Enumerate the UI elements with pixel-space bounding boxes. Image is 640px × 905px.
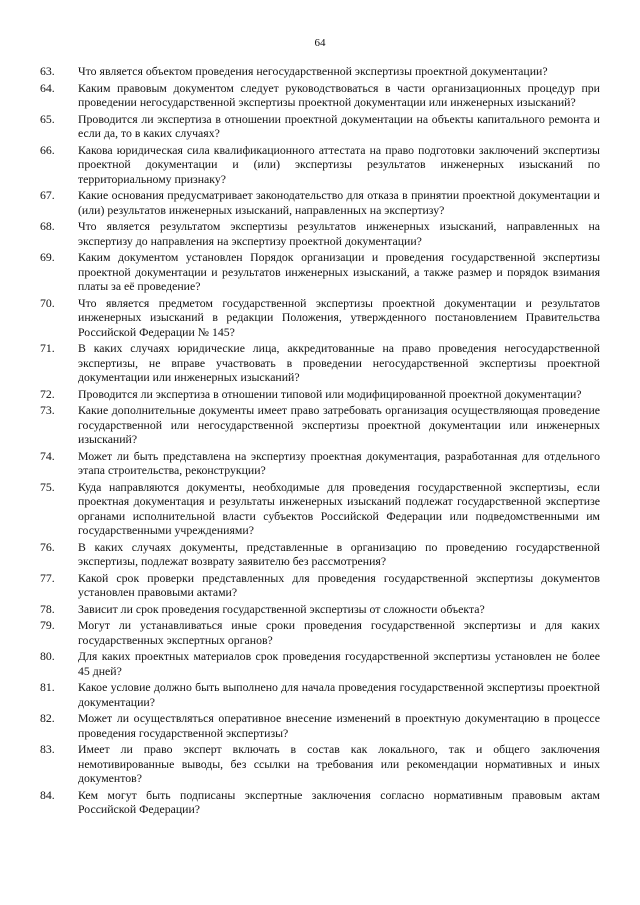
question-number: 70. [40, 295, 55, 310]
question-number: 67. [40, 188, 55, 202]
question-number: 76. [40, 539, 55, 554]
page-number: 64 [314, 37, 326, 49]
question-item [40, 341, 600, 385]
question-text: Проводится ли экспертиза в отношении типовой или модифицированной проектной документации? [78, 386, 582, 401]
question-item [40, 296, 600, 340]
question-item [40, 387, 600, 402]
question-item [40, 480, 600, 538]
question-number: 64. [40, 80, 55, 95]
question-text: Каким правовым документом следует руководствоваться в части организационных процедур при проведении негосударственной экспертизы проектной документации или инженерных изысканий? [78, 80, 600, 109]
question-number: 78. [40, 601, 55, 616]
question-number: 71. [40, 341, 55, 355]
question-number: 63. [40, 64, 55, 78]
question-number: 81. [40, 680, 55, 694]
question-item [40, 219, 600, 248]
question-item [40, 788, 600, 817]
question-number: 68. [40, 219, 55, 233]
question-item [40, 571, 600, 600]
question-number: 82. [40, 711, 55, 725]
question-text: Может ли осуществляться оперативное внесение изменений в проектную документацию в процессе проведения государственной экспертизы? [78, 711, 600, 740]
question-item [40, 540, 600, 569]
question-item [40, 449, 600, 478]
question-list [40, 64, 600, 819]
question-item [40, 188, 600, 217]
question-number: 79. [40, 618, 55, 632]
question-text: В каких случаях юридические лица, аккредитованные на право проведения негосударственной экспертизы, не вправе участвовать в проведении негосударственной экспертизы проектной документации или инженерных изысканий? [78, 341, 600, 384]
question-number: 74. [40, 448, 55, 463]
question-text: Куда направляются документы, необходимые для проведения государственной экспертизы, если проектная документация и результаты инженерных изысканий подлежат государственной экспертизе органами исполнительной власти субъектов Российской Федерации или подведомственными им государственными учреждениями? [78, 479, 600, 537]
question-text: Что является объектом проведения негосударственной экспертизы проектной документации? [78, 64, 548, 78]
question-text: Может ли быть представлена на экспертизу проектная документация, разработанная для отдельного этапа строительства, реконструкции? [78, 448, 600, 477]
question-number: 84. [40, 787, 55, 802]
question-number: 73. [40, 403, 55, 417]
question-number: 77. [40, 570, 55, 585]
question-item [40, 649, 600, 678]
question-number: 69. [40, 250, 55, 264]
question-text: Какова юридическая сила квалификационного аттестата на право подготовки заключений экспертизы проектной документации и (или) экспертизы результатов инженерных изысканий по территориальному признаку? [78, 142, 600, 186]
question-text: Кем могут быть подписаны экспертные заключения согласно нормативным правовым актам Российской Федерации? [78, 787, 600, 816]
question-text: Каким документом установлен Порядок организации и проведения государственной экспертизы проектной документации и результатов инженерных изысканий, а также размер и порядок взимания платы за её проведение? [78, 250, 600, 293]
question-text: Что является результатом экспертизы результатов инженерных изысканий, направленных на экспертизу до направления на экспертизу проектной документации? [78, 219, 600, 248]
question-text: Какой срок проверки представленных для проведения государственной экспертизы документов установлен правовыми актами? [78, 570, 600, 599]
question-item [40, 680, 600, 709]
question-item [40, 250, 600, 294]
question-text: Какие дополнительные документы имеет право затребовать организация осуществляющая проведение государственной или негосударственной экспертизы проектной документации или инженерных изысканий? [78, 403, 600, 446]
question-item [40, 711, 600, 740]
question-text: Какие основания предусматривает законодательство для отказа в принятии проектной документации и (или) результатов инженерных изысканий, направленных на экспертизу? [78, 188, 600, 217]
question-text: Проводится ли экспертиза в отношении проектной документации на объекты капитального ремонта и если да, то в каких случаях? [78, 111, 600, 140]
question-number: 80. [40, 649, 55, 663]
question-item [40, 143, 600, 187]
question-number: 72. [40, 386, 55, 401]
question-item [40, 618, 600, 647]
question-number: 83. [40, 742, 55, 756]
question-text: Зависит ли срок проведения государственной экспертизы от сложности объекта? [78, 601, 485, 616]
question-text: Для каких проектных материалов срок проведения государственной экспертизы установлен не более 45 дней? [78, 649, 600, 678]
question-item [40, 64, 600, 79]
question-text: Что является предметом государственной экспертизы проектной документации и результатов инженерных изысканий в редакции Положения, утвержденного постановлением Правительства Российской Федерации № 145? [78, 295, 600, 339]
question-item [40, 602, 600, 617]
question-number: 66. [40, 142, 55, 157]
question-item [40, 112, 600, 141]
question-number: 65. [40, 111, 55, 126]
question-item [40, 81, 600, 110]
question-text: Какое условие должно быть выполнено для начала проведения государственной экспертизы проектной документации? [78, 680, 600, 709]
question-text: Могут ли устанавливаться иные сроки проведения государственной экспертизы и для каких государственных экспертных органов? [78, 618, 600, 647]
question-item [40, 742, 600, 786]
question-text: Имеет ли право эксперт включать в состав как локального, так и общего заключения немотивированные выводы, без ссылки на требования или рекомендации нормативных и иных документов? [78, 742, 600, 785]
question-number: 75. [40, 479, 55, 494]
question-item [40, 403, 600, 447]
question-text: В каких случаях документы, представленные в организацию по проведению государственной экспертизы, подлежат возврату заявителю без рассмотрения? [78, 539, 600, 568]
